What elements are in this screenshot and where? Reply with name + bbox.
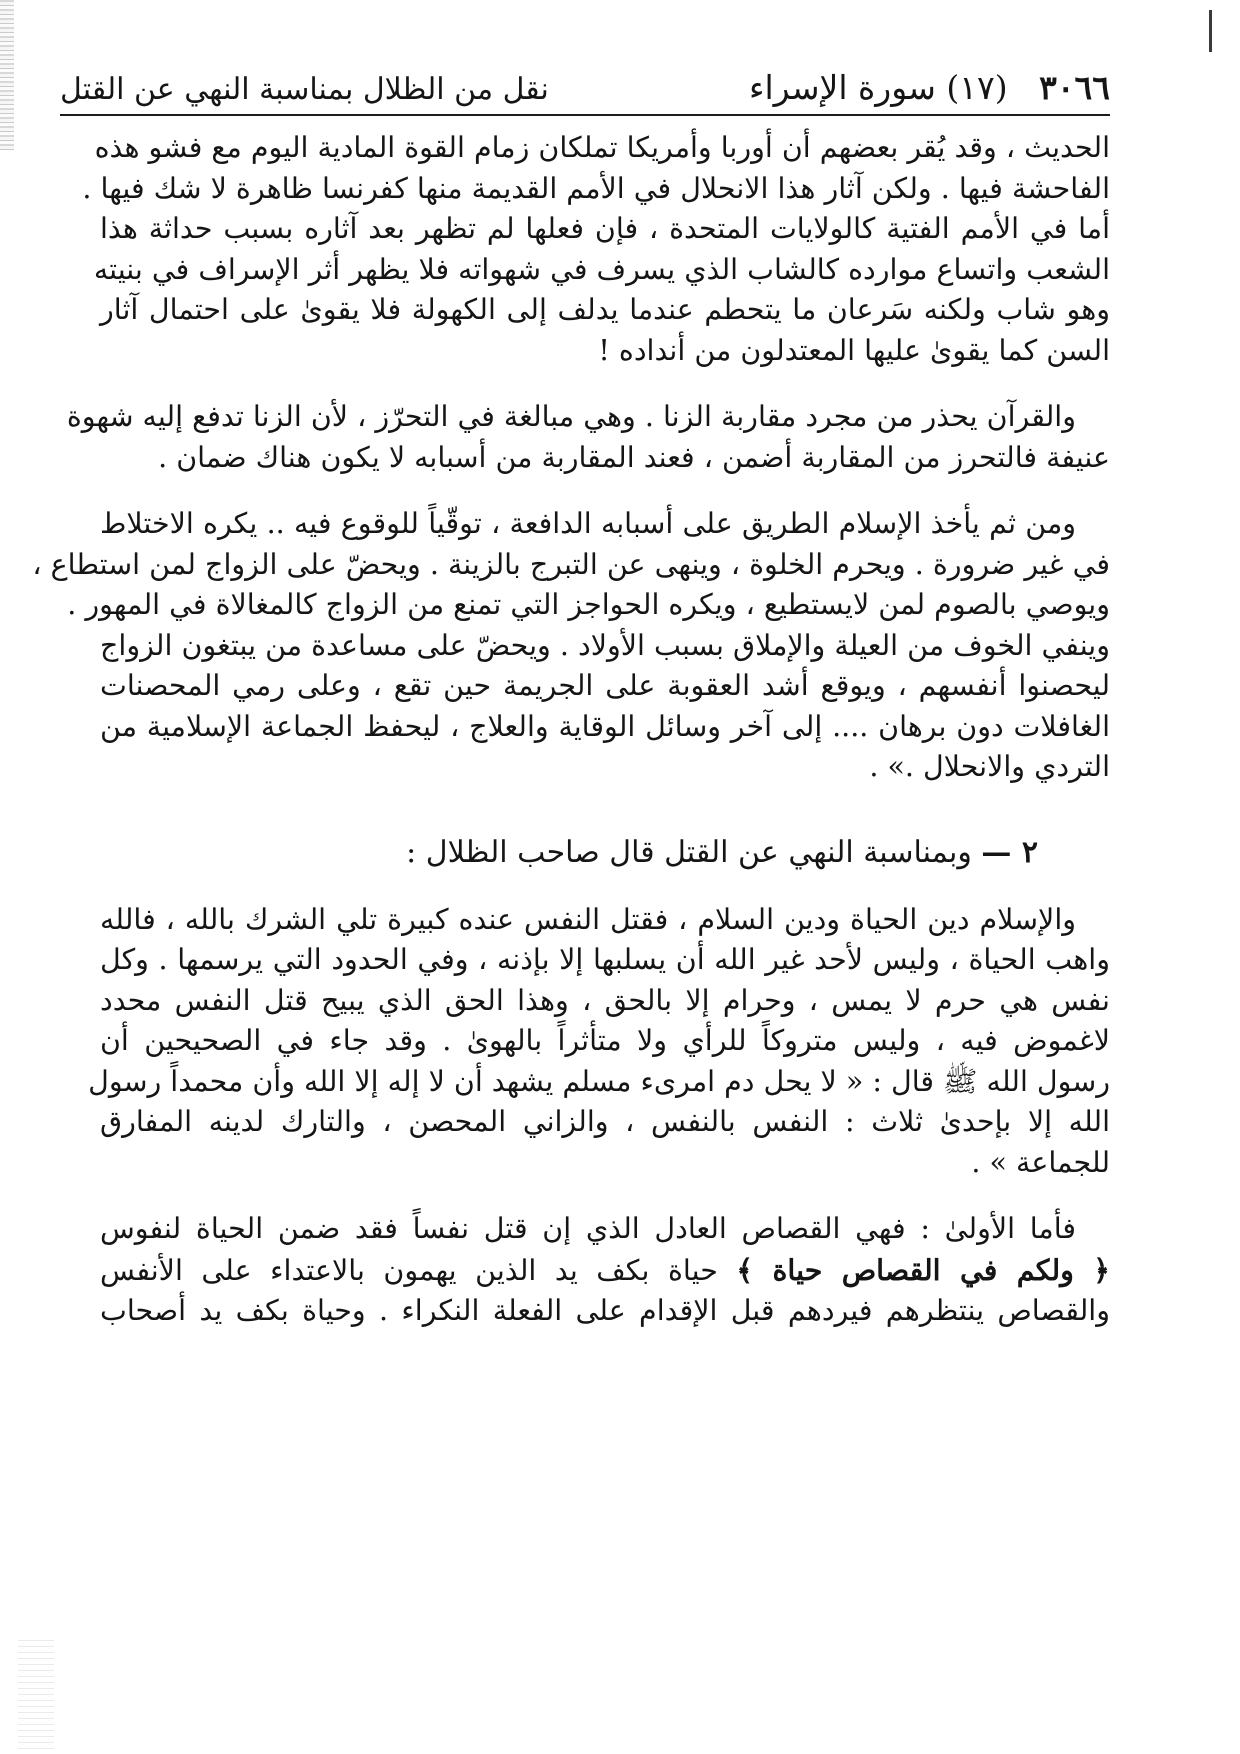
body-text [32,128,1111,1332]
surah-name: (١٧) سورة الإسراء [748,68,1008,107]
text-line: للجماعة » . [971,1145,1110,1179]
text-line: وينفي الخوف من العيلة والإملاق بسبب الأولاد . ويحضّ على مساعدة من يبتغون الزواج [100,628,1110,662]
header-page-info [749,66,1110,110]
paragraph [32,504,1110,788]
paragraph [100,1209,1110,1332]
text-line: الفاحشة فيها . ولكن آثار هذا الانحلال في الأمم القديمة منها كفرنسا ظاهرة لا شك فيها . [82,171,1110,205]
text-line: وهو شاب ولكنه سَرعان ما يتحطم عندما يدلف إلى الكهولة فلا يقوىٰ على احتمال آثار [100,293,1110,326]
text-line: ويوصي بالصوم لمن لايستطيع ، ويكره الحواجز التي تمنع من الزواج كالمغالاة في المهور . [67,588,1110,621]
text-line: عنيفة فالتحرز من المقاربة أضمن ، فعند المقاربة من أسبابه لا يكون هناك ضمان . [158,440,1110,474]
text-line: والإسلام دين الحياة ودين السلام ، فقتل النفس عنده كبيرة تلي الشرك بالله ، فالله [100,902,1076,936]
paragraph [82,128,1110,371]
text-line: نفس هي حرم لا يمس ، وحرام إلا بالحق ، وهذا الحق الذي يبيح قتل النفس محدد [100,983,1110,1017]
text-line [100,1250,1110,1292]
text-line: ليحصنوا أنفسهم ، ويوقع أشد العقوبة على الجريمة حين تقع ، وعلى رمي المحصنات [100,669,1110,702]
text-line: التردي والانحلال .» . [869,750,1110,783]
section-heading [100,832,1110,874]
text-line-rest: حياة بكف يد الذين يهمون بالاعتداء على الأنفس [100,1253,718,1287]
quran-quote: ﴿ ولكم في القصاص حياة ﴾ [736,1252,1111,1287]
text-line: في غير ضرورة . ويحرم الخلوة ، وينهى عن التبرج بالزينة . ويحضّ على الزواج لمن استطاع ، [32,547,1110,581]
page-number: ٣٠٦٦ [1039,68,1110,107]
running-header [60,62,1110,120]
section-heading-text: وبمناسبة النهي عن القتل قال صاحب الظلال : [406,834,972,870]
text-line: واهب الحياة ، وليس لأحد غير الله أن يسلبها إلا بإذنه ، وفي الحدود التي يرسمها . وكل [100,943,1110,976]
scan-mark [1209,10,1212,52]
text-line: أما في الأمم الفتية كالولايات المتحدة ، فإن فعلها لم تظهر بعد آثاره بسبب حداثة هذا [100,212,1110,245]
text-line: لاغموض فيه ، وليس متروكاً للرأي ولا متأثراً بالهوىٰ . وقد جاء في الصحيحين أن [100,1024,1110,1057]
text-line: الشعب واتساع موارده كالشاب الذي يسرف في شهواته فلا يظهر أثر الإسراف في بنيته [93,252,1110,286]
text-line: رسول الله ﷺ قال : « لا يحل دم امرىء مسلم يشهد أن لا إله إلا الله وأن محمداً رسول [88,1064,1110,1098]
header-title: نقل من الظلال بمناسبة النهي عن القتل [60,72,549,107]
text-line: الله إلا بإحدىٰ ثلاث : النفس بالنفس ، والزاني المحصن ، والتارك لدينه المفارق [100,1105,1110,1138]
text-line: والقرآن يحذر من مجرد مقاربة الزنا . وهي مبالغة في التحرّز ، لأن الزنا تدفع إليه شهوة [66,400,1076,433]
paragraph [66,397,1110,478]
text-line: ومن ثم يأخذ الإسلام الطريق على أسبابه الدافعة ، توقّياً للوقوع فيه .. يكره الاختلاط [100,507,1076,540]
section-number: ٢ — [981,834,1038,870]
scan-edge-artifact [0,0,14,150]
paragraph [88,900,1110,1184]
scan-edge-artifact-bottom [18,1640,54,1750]
header-rule [60,114,1110,116]
text-line: والقصاص ينتظرهم فيردهم قبل الإقدام على الفعلة النكراء . وحياة بكف يد أصحاب [100,1294,1110,1327]
text-line: الغافلات دون برهان .... إلى آخر وسائل الوقاية والعلاج ، ليحفظ الجماعة الإسلامية من [100,709,1110,743]
text-line: السن كما يقوىٰ عليها المعتدلون من أنداده ! [598,333,1110,367]
text-line: فأما الأولىٰ : فهي القصاص العادل الذي إن قتل نفساً فقد ضمن الحياة لنفوس [100,1212,1076,1245]
text-line: الحديث ، وقد يُقر بعضهم أن أوربا وأمريكا تملكان زمام القوة المادية اليوم مع فشو هذه [94,131,1110,164]
